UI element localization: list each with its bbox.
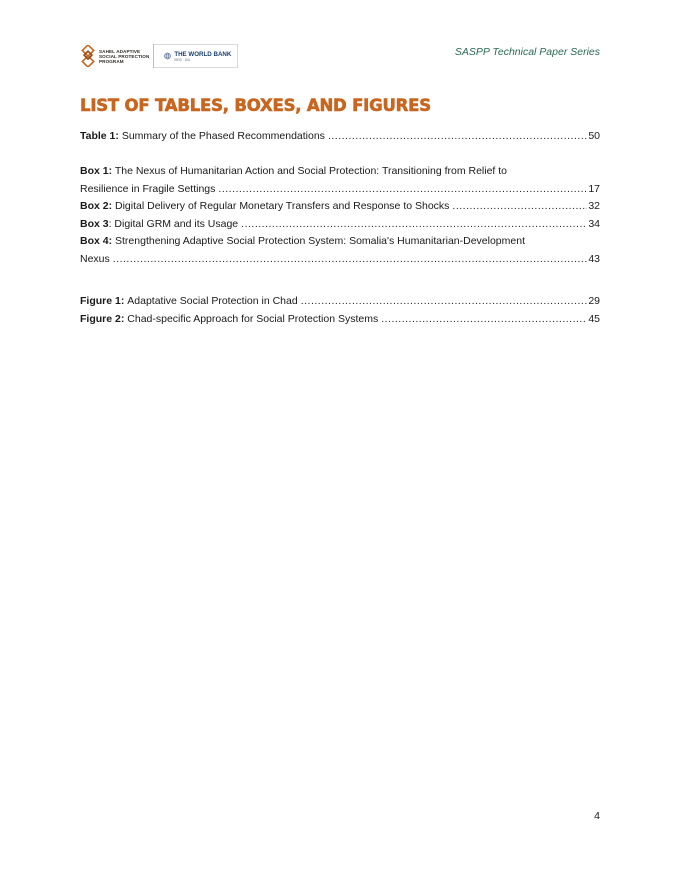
toc-entry-table-1[interactable] <box>80 128 600 146</box>
toc-entry-page: 17 <box>588 182 600 195</box>
toc-entry-title: Adaptative Social Protection in Chad <box>127 295 298 307</box>
dot-leader <box>113 251 588 269</box>
dot-leader <box>381 311 587 329</box>
toc-entry-page: 50 <box>588 130 600 142</box>
spacer <box>80 146 600 164</box>
toc-entry-title-line2: Resilience in Fragile Settings <box>80 182 216 195</box>
list-of-tables-boxes-figures <box>80 128 600 328</box>
toc-entry-title-line1: Strengthening Adaptive Social Protection System: Somalia's Humanitarian-Development <box>115 235 525 247</box>
toc-entry-title-line1: The Nexus of Humanitarian Action and Social Protection: Transitioning from Relief to <box>114 165 508 177</box>
toc-entry-box-4[interactable] <box>80 233 600 268</box>
toc-entry-page: 29 <box>588 295 600 307</box>
series-title: SASPP Technical Paper Series <box>454 46 600 58</box>
spacer <box>80 268 600 293</box>
dot-leader <box>218 181 587 199</box>
world-bank-globe-icon <box>164 49 171 63</box>
page-header <box>80 42 600 70</box>
toc-entry-title: Digital Delivery of Regular Monetary Transfers and Response to Shocks <box>115 200 450 212</box>
dot-leader <box>241 216 587 234</box>
dot-leader <box>301 293 588 311</box>
toc-entry-figure-2[interactable] <box>80 311 600 329</box>
toc-entry-title: : Digital GRM and its Usage <box>108 217 239 230</box>
dot-leader <box>328 128 587 146</box>
toc-entry-page: 45 <box>588 312 600 325</box>
saspp-logo-line: SAHEL ADAPTIVE <box>99 48 141 54</box>
toc-entry-label: Figure 1: <box>80 295 125 307</box>
saspp-knot-icon <box>80 45 96 67</box>
toc-entry-page: 34 <box>588 217 600 230</box>
toc-entry-box-3[interactable] <box>80 216 600 234</box>
world-bank-text <box>174 51 231 62</box>
world-bank-name: THE WORLD BANK <box>174 50 232 58</box>
toc-entry-box-2[interactable] <box>80 198 600 216</box>
header-logos <box>80 42 238 70</box>
toc-entry-label: Box 2: <box>80 200 113 212</box>
toc-entry-page: 43 <box>588 252 600 265</box>
toc-entry-title: Summary of the Phased Recommendations <box>121 130 325 142</box>
toc-entry-label: Figure 2: <box>80 312 125 325</box>
toc-entry-box-1[interactable] <box>80 163 600 198</box>
saspp-logo-text <box>99 49 149 64</box>
world-bank-logo <box>154 44 238 68</box>
saspp-logo <box>80 43 149 69</box>
toc-entry-label: Box 3 <box>80 217 109 230</box>
toc-entry-label: Box 4: <box>80 235 113 247</box>
toc-entry-title: Chad-specific Approach for Social Protection Systems <box>127 312 379 325</box>
toc-entry-label: Box 1: <box>80 165 113 177</box>
world-bank-subtitle: IBRD · IDA <box>174 57 191 62</box>
toc-entry-figure-1[interactable] <box>80 293 600 311</box>
saspp-logo-line: PROGRAM <box>99 58 124 64</box>
toc-entry-page: 32 <box>588 200 600 212</box>
toc-entry-title-line2: Nexus <box>80 252 110 265</box>
toc-entry-label: Table 1: <box>80 130 119 142</box>
saspp-logo-line: SOCIAL PROTECTION <box>99 53 150 59</box>
dot-leader <box>452 198 587 216</box>
page-number: 4 <box>594 810 600 822</box>
page-heading: LIST OF TABLES, BOXES, AND FIGURES <box>80 96 431 115</box>
